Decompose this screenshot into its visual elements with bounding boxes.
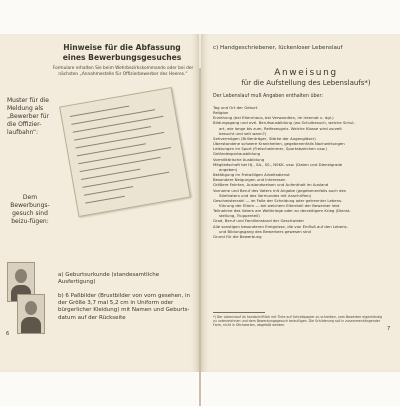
cv-requirement-item: besucht und seit wann?) — [219, 130, 267, 136]
cv-requirement-item: Teilnahme des Vaters am Weltkriege oder an derzeitigem Krieg (Dienst- — [213, 208, 351, 214]
cv-requirement-item: stellung, Truppenteil) — [219, 213, 260, 219]
item-birth-certificate: a) Geburtsurkunde (standesamtliche Ausfertigung) — [58, 272, 160, 286]
cv-requirement-item: Vormilitärische Ausbildung — [213, 156, 265, 162]
left-page — [0, 34, 199, 372]
cv-requirement-item: Erziehung (bei Elternhaus, bei Verwandten, im Internat u. dgl.) — [213, 115, 334, 121]
cv-requirement-item: Betätigung im Freiwilligen Arbeitsdienst — [213, 172, 290, 178]
cv-requirement-item: Geschwisterzahl — im Falle der Scheidung oder getrennter Lebens- — [213, 197, 343, 203]
cv-requirement-item: Alle sonstigen besonderen Ereignisse, die von Einfluß auf den Lebens- — [213, 223, 348, 229]
sample-form-image — [59, 87, 191, 217]
page-number-left: 6 — [6, 331, 10, 337]
cv-requirement-item: Geländesportausbildung — [213, 151, 261, 157]
cv-requirement-item: und Bildungsgang des Bewerbers gewesen sind — [219, 228, 311, 234]
dem-label: Dem Bewerbungs-gesuch sind beizu-fügen: — [10, 194, 50, 225]
cv-requirement-item: Grad, Beruf und Familienstand der Geschwister — [213, 218, 305, 224]
cv-requirement-item: Grund für die Bewerbung — [213, 233, 262, 239]
cv-requirement-item: Sehvermögen (Brillenträger, Stärke der Augengläser) — [213, 135, 316, 141]
right-page — [201, 34, 400, 372]
cv-requirement-item: Leistungen im Sport (Freischwimmer, Sportabzeichen usw.) — [213, 146, 328, 152]
passport-photos-image — [7, 262, 45, 344]
cv-requirement-item: Stiefvaters und des Vormundes mit Anschriften) — [219, 192, 312, 198]
footnote: *) Der Lebenslauf ist handschriftlich mit Tinte auf Schreibpapier zu schreiben, vom Bewerber eigenhändig zu unterzeichnen und dem Bewerbungsgesuch beizufügen. Die Schilderung soll in zusammenhängender Form, nicht in Stichworten, abgefaßt werden. — [213, 315, 382, 328]
item-handwritten-cv: c) Handgeschriebener, lückenloser Lebenslauf — [213, 45, 343, 51]
instruction-title — [221, 68, 391, 88]
cv-requirement-item: Vorname und Beruf des Vaters mit Angabe (gegebenenfalls auch des — [213, 187, 346, 193]
instruction-title-sub: für die Aufstellung des Lebenslaufs*) — [241, 79, 371, 87]
cv-requirement-item: Bildungsgang und evtl. Berufsausbildung (wo Schulbesuch, welche Schul- — [213, 120, 355, 126]
cv-requirement-item: Religion — [213, 110, 229, 116]
booklet-spread — [0, 34, 400, 372]
instruction-title-main: Anweisung — [274, 68, 338, 78]
cv-requirement-item: Mitgliedschaft bei HJ., SA., SS., NSKK. usw. (Daten und Dienstgrade — [213, 161, 343, 167]
cv-requirement-item: angeben) — [219, 166, 238, 172]
page-number-right: 7 — [387, 326, 391, 332]
cv-requirement-item: Größere Fahrten, Auslandsreisen und Aufenthalt im Ausland — [213, 182, 329, 188]
cv-requirement-item: Besondere Neigungen und Interessen — [213, 177, 286, 183]
left-page-intro: Formulare erhalten Sie beim Wehrbezirkskommando oder bei der nächsten „Annahmestelle für Offizierbewerber des Heeres.“ — [52, 66, 194, 77]
item-passport-photos: b) 6 Paßbilder (Brustbilder von vorn gesehen, in der Größe 3,7 mal 5,2 cm in Uniform oder bürgerlicher Kleidung) mit Namen und Geburts-datum auf der Rückseite — [58, 293, 190, 321]
muster-label: Muster für die Meldung als „Bewerber für die Offizier-laufbahn“: — [7, 97, 50, 136]
cv-requirement-item: Tag und Ort der Geburt — [213, 105, 258, 110]
cv-requirement-item: art, wie lange bis zum, Reifezeugnis. Welche Klasse wird zurzeit — [219, 125, 342, 131]
cv-requirements-list — [213, 105, 395, 239]
left-page-title: Hinweise für die Abfassung eines Bewerbungsgesuches — [62, 43, 182, 62]
cv-intro: Der Lebenslauf muß Angaben enthalten über: — [213, 94, 323, 99]
cv-requirement-item: führung der Eltern — bei welchem Elternteil der Bewerber lebt — [219, 202, 340, 208]
footnote-rule — [213, 312, 265, 313]
cv-requirement-item: Überstandene schwere Krankheiten, gegebenenfalls Nachwirkungen — [213, 141, 345, 147]
